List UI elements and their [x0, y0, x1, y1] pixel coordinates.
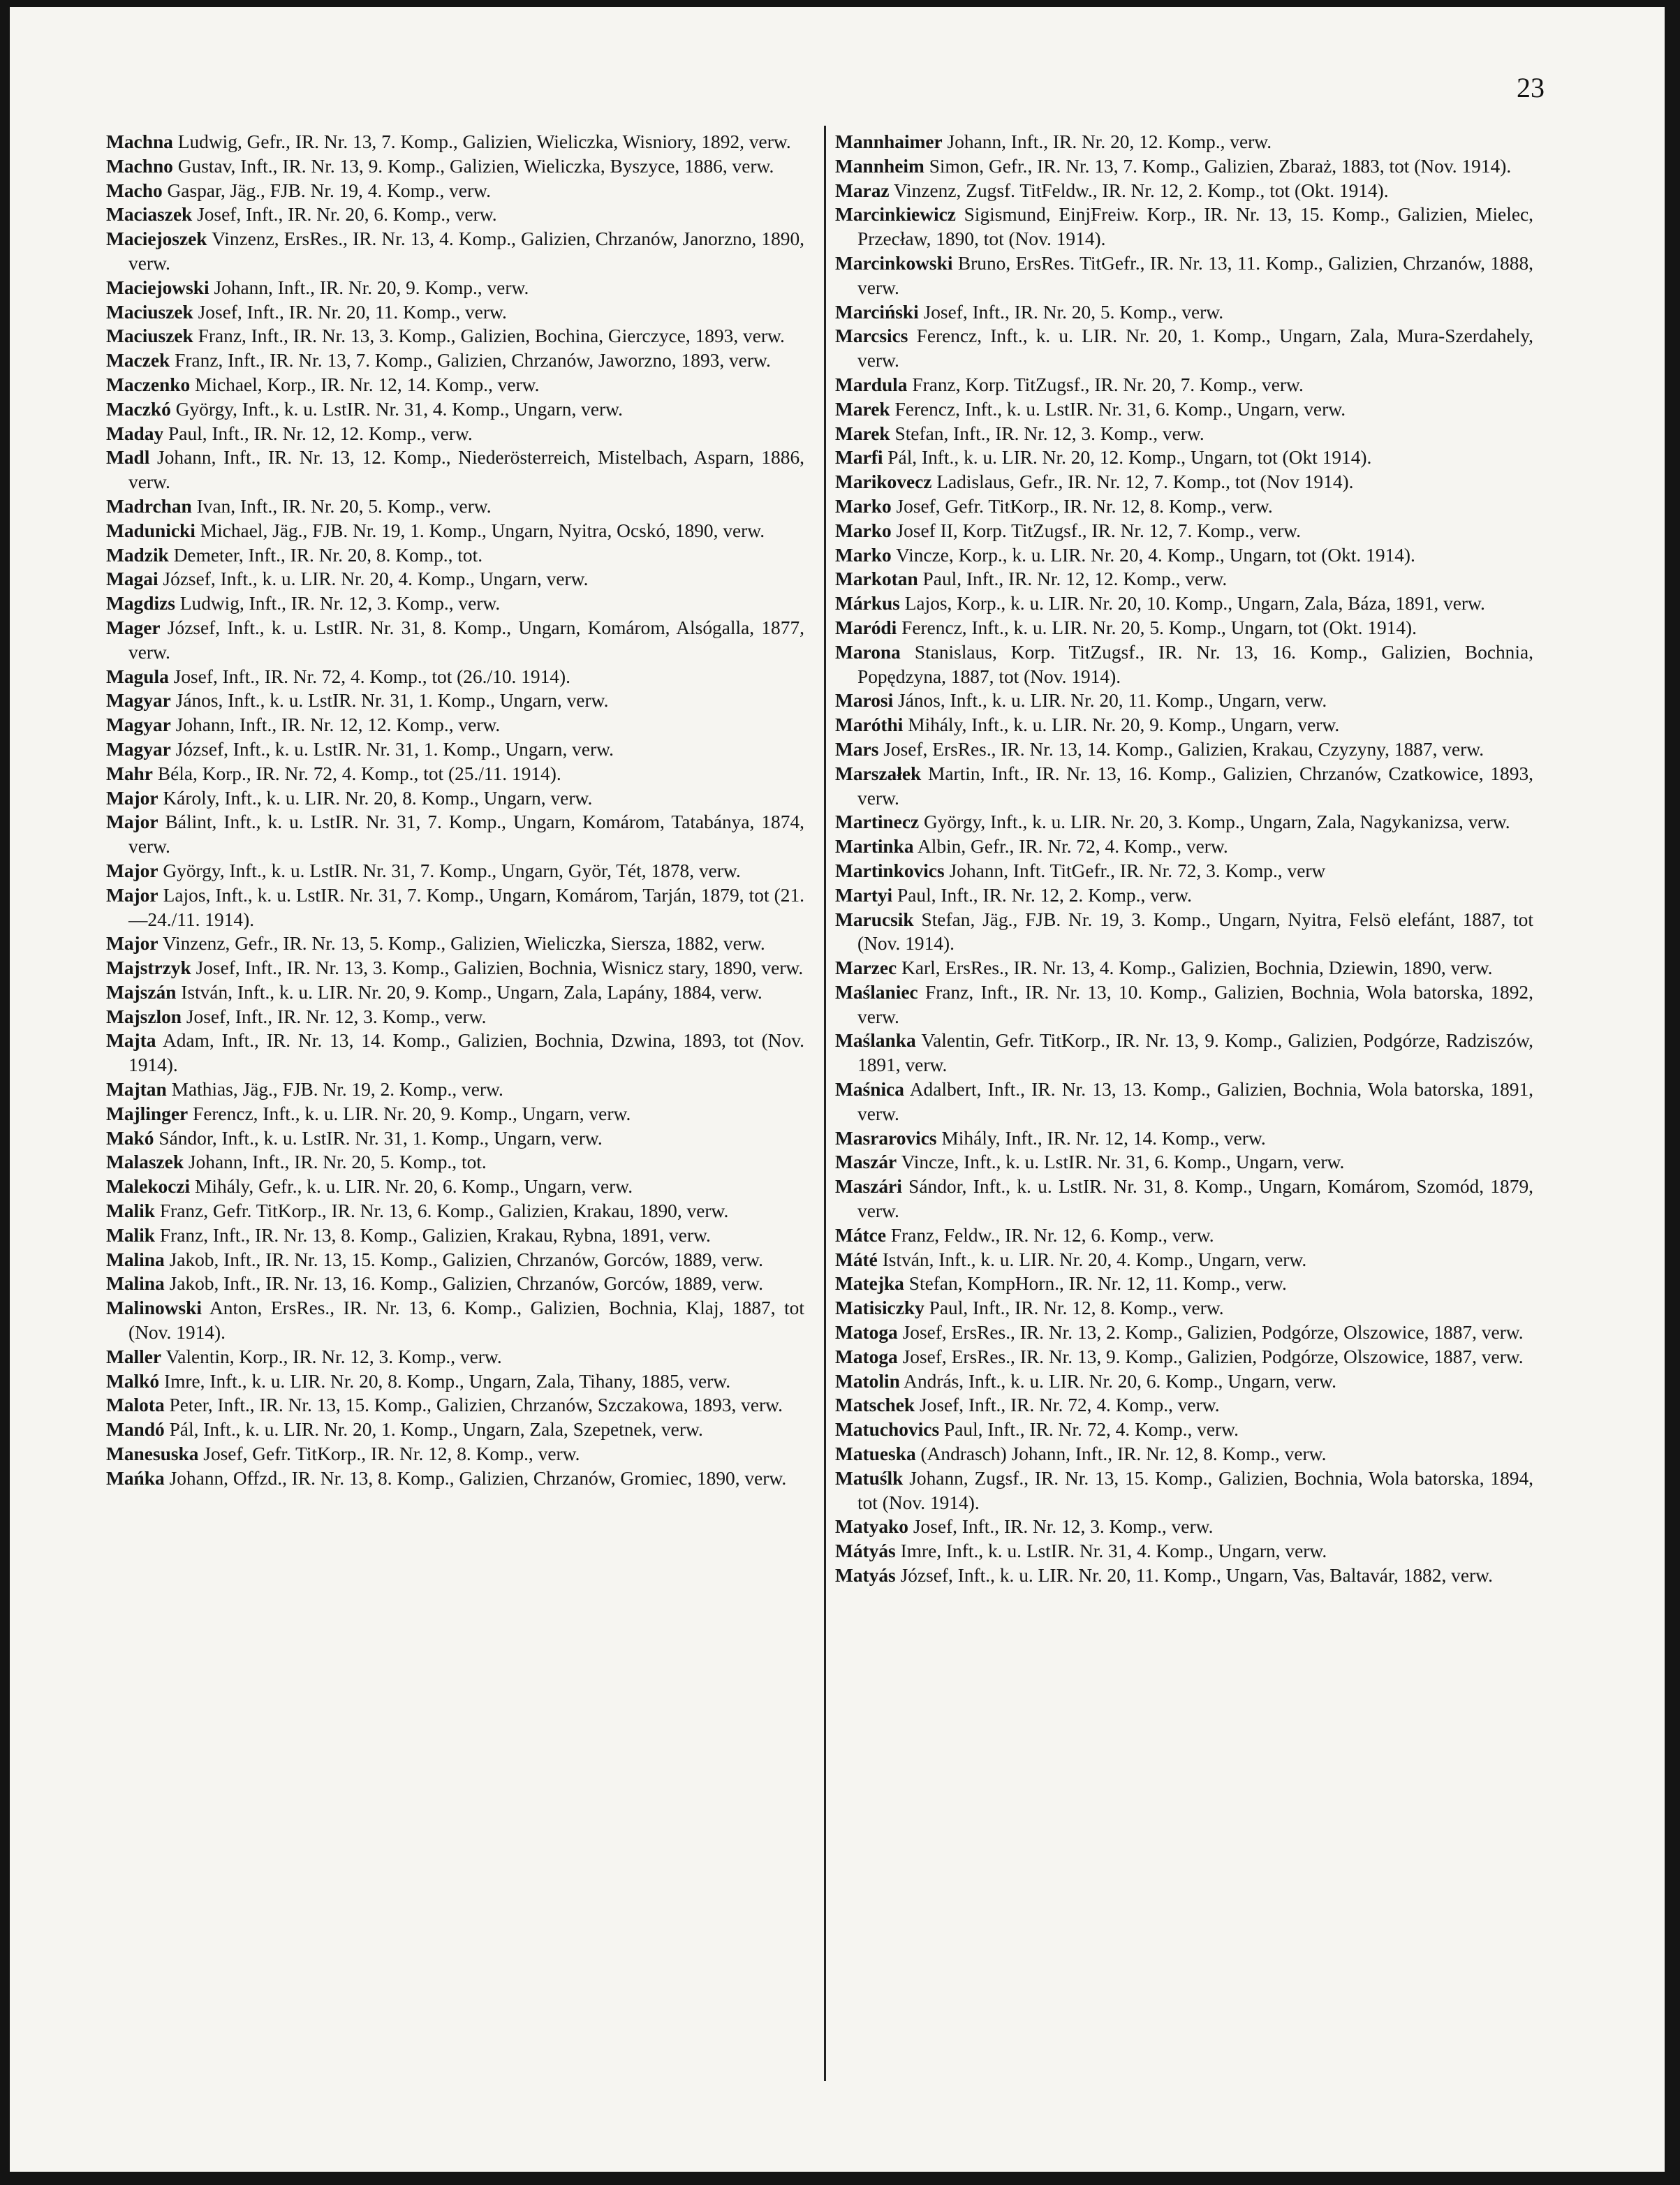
entry-surname: Marko [835, 544, 892, 566]
entry-details: Josef, Inft., IR. Nr. 20, 6. Komp., verw. [197, 204, 497, 226]
entry-details: Vinzenz, ErsRes., IR. Nr. 13, 4. Komp., Galizien, Chrzanów, Janorzno, 1890, verw. [128, 228, 804, 274]
entry-surname: Marosi [835, 690, 894, 712]
entry-surname: Maślanka [835, 1030, 916, 1052]
entry [106, 616, 804, 665]
entry-details: Mihály, Gefr., k. u. LIR. Nr. 20, 6. Komp., Ungarn, verw. [195, 1176, 633, 1198]
entry-surname: Maday [106, 422, 164, 444]
entry-details: Ferencz, Inft., k. u. LIR. Nr. 20, 1. Komp., Ungarn, Zala, Mura-Szerdahely, verw. [857, 325, 1533, 371]
entry-surname: Majszán [106, 981, 177, 1003]
entry-surname: Marcsics [835, 325, 908, 347]
entry [106, 1175, 804, 1199]
entry [835, 130, 1533, 154]
entry-details: Peter, Inft., IR. Nr. 13, 15. Komp., Galizien, Chrzanów, Szczakowa, 1893, verw. [169, 1395, 783, 1416]
entry [106, 1345, 804, 1369]
entry-details: György, Inft., k. u. LstIR. Nr. 31, 7. Komp., Ungarn, Györ, Tét, 1878, verw. [163, 860, 741, 881]
column-divider [824, 126, 826, 2081]
entry [835, 1466, 1533, 1515]
entry [835, 640, 1533, 689]
entry-details: Valentin, Korp., IR. Nr. 12, 3. Komp., verw. [165, 1346, 502, 1367]
entry-surname: Major [106, 884, 159, 906]
entry-details: Michael, Korp., IR. Nr. 12, 14. Komp., verw. [195, 374, 540, 395]
entry-details: Johann, Offzd., IR. Nr. 13, 8. Komp., Galizien, Chrzanów, Gromiec, 1890, verw. [169, 1467, 787, 1489]
entry [106, 1393, 804, 1418]
entry [835, 1296, 1533, 1320]
entry-surname: Majta [106, 1030, 156, 1052]
entry [835, 203, 1533, 251]
entry-details: József, Inft., k. u. LstIR. Nr. 31, 8. Komp., Ungarn, Komárom, Alsógalla, 1877, verw. [128, 617, 804, 663]
entry-details: József, Inft., k. u. LstIR. Nr. 31, 1. Komp., Ungarn, verw. [175, 738, 614, 760]
entry-details: Josef, ErsRes., IR. Nr. 13, 9. Komp., Galizien, Podgórze, Olszowice, 1887, verw. [902, 1346, 1524, 1367]
entry-surname: Marona [835, 641, 901, 663]
entry-surname: Marcinkiewicz [835, 204, 956, 226]
entry-surname: Martinkovics [835, 860, 945, 881]
entry-details: Mathias, Jäg., FJB. Nr. 19, 2. Komp., verw. [171, 1079, 503, 1101]
entry-details: Demeter, Inft., IR. Nr. 20, 8. Komp., tot. [173, 544, 483, 566]
entry-surname: Major [106, 811, 159, 833]
entry [835, 883, 1533, 908]
entry [106, 1199, 804, 1223]
entry-surname: Maródi [835, 617, 897, 638]
entry-details: Franz, Inft., IR. Nr. 13, 8. Komp., Galizien, Krakau, Rybna, 1891, verw. [159, 1224, 711, 1246]
entry [835, 1393, 1533, 1418]
entry-surname: Maciejoszek [106, 228, 207, 250]
entry-details: György, Inft., k. u. LIR. Nr. 20, 3. Komp., Ungarn, Zala, Nagykanizsa, verw. [924, 811, 1510, 833]
entry-surname: Matuślk [835, 1467, 904, 1489]
entry-surname: Madzik [106, 544, 169, 566]
entry [106, 1466, 804, 1491]
entry-details: Stefan, Inft., IR. Nr. 12, 3. Komp., verw. [894, 422, 1204, 444]
entry-details: Vincze, Korp., k. u. LIR. Nr. 20, 4. Komp., Ungarn, tot (Okt. 1914). [896, 544, 1415, 566]
entry-details: Johann, Inft., IR. Nr. 13, 12. Komp., Niederösterreich, Mistelbach, Asparn, 1886, verw. [128, 447, 804, 493]
entry [106, 883, 804, 932]
entry [106, 494, 804, 519]
entry-surname: Mańka [106, 1467, 165, 1489]
entry [106, 980, 804, 1005]
entry [835, 616, 1533, 640]
entry-surname: Marko [835, 495, 892, 517]
entry-surname: Martyi [835, 884, 893, 906]
entry-details: Sándor, Inft., k. u. LstIR. Nr. 31, 8. Komp., Ungarn, Komárom, Szomód, 1879, verw. [857, 1176, 1533, 1222]
entry-surname: Marfi [835, 447, 883, 469]
document-page [10, 7, 1665, 2172]
entry-details: Johann, Inft. TitGefr., IR. Nr. 72, 3. Komp., verw [949, 860, 1326, 881]
entry [835, 1442, 1533, 1466]
entry-details: Franz, Gefr. TitKorp., IR. Nr. 13, 6. Komp., Galizien, Krakau, 1890, verw. [159, 1200, 729, 1222]
entry-details: Paul, Inft., IR. Nr. 12, 12. Komp., verw. [922, 568, 1228, 590]
entry [835, 1175, 1533, 1223]
entry-details: Karl, ErsRes., IR. Nr. 13, 4. Komp., Galizien, Bochnia, Dziewin, 1890, verw. [901, 957, 1493, 979]
entry [835, 324, 1533, 373]
entry-surname: Malekoczi [106, 1176, 191, 1198]
entry-details: János, Inft., k. u. LstIR. Nr. 31, 1. Komp., Ungarn, verw. [175, 690, 609, 712]
entry-details: (Andrasch) Johann, Inft., IR. Nr. 12, 8. Komp., verw. [920, 1443, 1327, 1465]
entry [106, 397, 804, 422]
entry [835, 1320, 1533, 1345]
entry-details: Martin, Inft., IR. Nr. 13, 16. Komp., Galizien, Chrzanów, Czatkowice, 1893, verw. [857, 763, 1533, 809]
entry-surname: Majlinger [106, 1103, 189, 1124]
entry [835, 567, 1533, 591]
entry-surname: Maczenko [106, 374, 191, 395]
entry-surname: Madl [106, 447, 150, 469]
entry-details: Gaspar, Jäg., FJB. Nr. 19, 4. Komp., verw. [167, 179, 491, 201]
entry-surname: Maller [106, 1346, 162, 1367]
entry-surname: Malkó [106, 1370, 160, 1392]
entry [835, 300, 1533, 325]
entry-surname: Mannheim [835, 155, 924, 177]
entry-details: Imre, Inft., k. u. LIR. Nr. 20, 8. Komp., Ungarn, Zala, Tihany, 1885, verw. [163, 1370, 731, 1392]
entry-surname: Maślaniec [835, 981, 918, 1003]
entry-surname: Majtan [106, 1079, 167, 1101]
entry-details: Ivan, Inft., IR. Nr. 20, 5. Komp., verw. [196, 495, 492, 517]
entry-surname: Magdizs [106, 593, 175, 615]
entry [106, 665, 804, 689]
entry [106, 762, 804, 786]
entry-surname: Maciaszek [106, 204, 193, 226]
entry-details: Johann, Inft., IR. Nr. 12, 12. Komp., verw. [175, 714, 501, 736]
entry-surname: Matejka [835, 1273, 904, 1295]
entry [106, 179, 804, 203]
entry [106, 956, 804, 980]
entry [106, 1418, 804, 1442]
entry-surname: Marucsik [835, 908, 914, 930]
entry-surname: Madrchan [106, 495, 192, 517]
entry-details: Pál, Inft., k. u. LIR. Nr. 20, 12. Komp., Ungarn, tot (Okt 1914). [887, 447, 1372, 469]
entry-details: Josef, Inft., IR. Nr. 20, 5. Komp., verw. [923, 301, 1224, 323]
entry-details: Josef, Gefr. TitKorp., IR. Nr. 12, 8. Komp., verw. [896, 495, 1273, 517]
entry-details: Stanislaus, Korp. TitZugsf., IR. Nr. 13, 16. Komp., Galizien, Bochnia, Popędzyna, 1887, tot (Nov. 1914). [857, 641, 1533, 687]
entry-details: Imre, Inft., k. u. LstIR. Nr. 31, 4. Komp., Ungarn, verw. [900, 1540, 1327, 1562]
entry-details: Paul, Inft., IR. Nr. 12, 8. Komp., verw. [929, 1297, 1224, 1319]
entry [106, 543, 804, 568]
entry [835, 494, 1533, 519]
entry-surname: Magula [106, 665, 169, 687]
entry-surname: Marzec [835, 957, 897, 979]
entry-surname: Malinowski [106, 1297, 202, 1319]
entry [106, 1150, 804, 1175]
entry [106, 203, 804, 227]
entry-surname: Macho [106, 179, 163, 201]
entry [835, 446, 1533, 470]
entry-details: Josef, Inft., IR. Nr. 12, 3. Komp., verw. [186, 1006, 487, 1027]
entry [106, 1296, 804, 1345]
entry-details: Johann, Inft., IR. Nr. 20, 12. Komp., verw. [947, 131, 1272, 152]
entry-surname: Martinka [835, 836, 914, 858]
entry-surname: Mátyás [835, 1540, 896, 1562]
entry-details: Bruno, ErsRes. TitGefr., IR. Nr. 13, 11. Komp., Galizien, Chrzanów, 1888, verw. [857, 252, 1533, 298]
entry [106, 446, 804, 494]
entry-details: Gustav, Inft., IR. Nr. 13, 9. Komp., Galizien, Wieliczka, Byszyce, 1886, verw. [177, 155, 774, 177]
entry-surname: Martinecz [835, 811, 920, 833]
entry-details: Valentin, Gefr. TitKorp., IR. Nr. 13, 9. Komp., Galizien, Podgórze, Radziszów, 1891, verw. [857, 1030, 1534, 1076]
entry [106, 1223, 804, 1248]
entry-details: Jakob, Inft., IR. Nr. 13, 16. Komp., Galizien, Chrzanów, Gorców, 1889, verw. [169, 1273, 764, 1295]
entry [106, 859, 804, 883]
entry-surname: Magyar [106, 690, 171, 712]
entry-surname: Mátce [835, 1224, 886, 1246]
entry [835, 1418, 1533, 1442]
entry-surname: Malik [106, 1200, 156, 1222]
entry-surname: Malina [106, 1249, 165, 1270]
entry-surname: Majstrzyk [106, 957, 191, 979]
entry [106, 689, 804, 713]
entry [106, 810, 804, 859]
entry-surname: Maraz [835, 179, 890, 201]
entry [106, 932, 804, 956]
entry-details: Johann, Inft., IR. Nr. 20, 9. Komp., verw. [214, 277, 529, 298]
entry [835, 810, 1533, 834]
entry [106, 591, 804, 616]
entry-surname: Marko [835, 520, 892, 541]
entry-details: Pál, Inft., k. u. LIR. Nr. 20, 1. Komp., Ungarn, Zala, Szepetnek, verw. [169, 1419, 703, 1441]
entry [835, 543, 1533, 568]
entry-surname: Mahr [106, 763, 153, 784]
entry-surname: Marcinkowski [835, 252, 953, 274]
entry-surname: Marek [835, 422, 890, 444]
entry [106, 422, 804, 446]
entry-details: József, Inft., k. u. LIR. Nr. 20, 4. Komp., Ungarn, verw. [163, 568, 589, 590]
entry-details: Lajos, Korp., k. u. LIR. Nr. 20, 10. Komp., Ungarn, Zala, Báza, 1891, verw. [904, 593, 1485, 615]
entry-surname: Majszlon [106, 1006, 182, 1027]
entry-details: Ferencz, Inft., k. u. LIR. Nr. 20, 9. Komp., Ungarn, verw. [193, 1103, 631, 1124]
entry-details: Vinzenz, Gefr., IR. Nr. 13, 5. Komp., Galizien, Wieliczka, Siersza, 1882, verw. [162, 933, 765, 955]
entry [835, 373, 1533, 397]
entry-details: Adam, Inft., IR. Nr. 13, 14. Komp., Galizien, Bochnia, Dzwina, 1893, tot (Nov. 1914). [128, 1030, 805, 1076]
entry [835, 1150, 1533, 1175]
entry [106, 276, 804, 300]
entry-surname: Markotan [835, 568, 918, 590]
entry-surname: Malota [106, 1395, 165, 1416]
entry [835, 422, 1533, 446]
entry-surname: Masrarovics [835, 1127, 937, 1149]
entry-surname: Matoga [835, 1322, 898, 1344]
entry-details: Josef, Inft., IR. Nr. 12, 3. Komp., verw. [913, 1516, 1214, 1538]
entry [835, 397, 1533, 422]
entry [106, 227, 804, 276]
entry-details: Franz, Korp. TitZugsf., IR. Nr. 20, 7. Komp., verw. [912, 374, 1304, 395]
entry-surname: Matoga [835, 1346, 898, 1367]
entry-surname: Maśnica [835, 1079, 904, 1101]
entry-details: Ferencz, Inft., k. u. LIR. Nr. 20, 5. Komp., Ungarn, tot (Okt. 1914). [901, 617, 1417, 638]
entry-surname: Maczek [106, 350, 170, 371]
entry-details: Ferencz, Inft., k. u. LstIR. Nr. 31, 6. Komp., Ungarn, verw. [894, 398, 1346, 420]
entry [106, 786, 804, 811]
entry-surname: Maczkó [106, 398, 171, 420]
entry-details: Ladislaus, Gefr., IR. Nr. 12, 7. Komp., tot (Nov 1914). [936, 471, 1354, 493]
entry [835, 1515, 1533, 1539]
entry-details: Ludwig, Gefr., IR. Nr. 13, 7. Komp., Galizien, Wieliczka, Wisniory, 1892, verw. [177, 131, 791, 152]
left-column [106, 130, 804, 1491]
entry-details: Franz, Feldw., IR. Nr. 12, 6. Komp., verw. [890, 1224, 1214, 1246]
entry-surname: Marikovecz [835, 471, 932, 493]
entry [106, 1005, 804, 1029]
entry [835, 1029, 1533, 1077]
entry-details: Michael, Jäg., FJB. Nr. 19, 1. Komp., Ungarn, Nyitra, Ocskó, 1890, verw. [200, 520, 765, 541]
entry-details: Josef, Inft., IR. Nr. 72, 4. Komp., verw. [919, 1395, 1220, 1416]
entry-details: Josef, Inft., IR. Nr. 13, 3. Komp., Galizien, Bochnia, Wisnicz stary, 1890, verw. [196, 957, 804, 979]
entry-details: Stefan, Jäg., FJB. Nr. 19, 3. Komp., Ungarn, Nyitra, Felsö elefánt, 1887, tot (Nov. 1914). [857, 908, 1533, 955]
entry-details: Bálint, Inft., k. u. LstIR. Nr. 31, 7. Komp., Ungarn, Komárom, Tatabánya, 1874, verw. [128, 811, 804, 858]
entry-details: Josef, ErsRes., IR. Nr. 13, 2. Komp., Galizien, Podgórze, Olszowice, 1887, verw. [902, 1322, 1524, 1344]
entry [106, 1077, 804, 1102]
entry [835, 154, 1533, 179]
entry [835, 859, 1533, 883]
entry-surname: Marszałek [835, 763, 922, 784]
entry-surname: Mandó [106, 1419, 165, 1441]
entry-surname: Mars [835, 738, 879, 760]
entry-details: György, Inft., k. u. LstIR. Nr. 31, 4. Komp., Ungarn, verw. [175, 398, 623, 420]
entry [835, 1564, 1533, 1588]
entry-surname: Maciejowski [106, 277, 209, 298]
entry-details: Josef, ErsRes., IR. Nr. 13, 14. Komp., Galizien, Krakau, Czyzyny, 1887, verw. [883, 738, 1484, 760]
entry-details: Josef, Inft., IR. Nr. 72, 4. Komp., tot (26./10. 1914). [173, 665, 570, 687]
entry [106, 1029, 804, 1077]
entry [835, 980, 1533, 1029]
entry [835, 1369, 1533, 1394]
entry-details: András, Inft., k. u. LIR. Nr. 20, 6. Komp., Ungarn, verw. [904, 1370, 1336, 1392]
entry [106, 1126, 804, 1151]
entry-details: Károly, Inft., k. u. LIR. Nr. 20, 8. Komp., Ungarn, verw. [163, 787, 593, 809]
entry-surname: Matueska [835, 1443, 916, 1465]
entry-surname: Maciuszek [106, 325, 193, 347]
entry-surname: Maszár [835, 1152, 897, 1173]
entry [106, 130, 804, 154]
entry [106, 154, 804, 179]
entry [835, 179, 1533, 203]
entry-surname: Magyar [106, 738, 171, 760]
entry [835, 1539, 1533, 1564]
entry-details: Josef II, Korp. TitZugsf., IR. Nr. 12, 7. Komp., verw. [896, 520, 1301, 541]
entry [106, 1102, 804, 1126]
entry [835, 737, 1533, 762]
entry [835, 1345, 1533, 1369]
entry [106, 1369, 804, 1394]
entry-details: Franz, Inft., IR. Nr. 13, 10. Komp., Galizien, Bochnia, Wola batorska, 1892, verw. [857, 981, 1533, 1027]
entry-details: Josef, Inft., IR. Nr. 20, 11. Komp., verw. [198, 301, 507, 323]
entry-details: Vincze, Inft., k. u. LstIR. Nr. 31, 6. Komp., Ungarn, verw. [901, 1152, 1345, 1173]
entry-details: István, Inft., k. u. LIR. Nr. 20, 4. Komp., Ungarn, verw. [882, 1249, 1307, 1270]
entry [106, 300, 804, 325]
entry-surname: Matisiczky [835, 1297, 924, 1319]
entry-surname: Major [106, 933, 159, 955]
entry-surname: Magai [106, 568, 159, 590]
entry-details: Stefan, KompHorn., IR. Nr. 12, 11. Komp., verw. [908, 1273, 1287, 1295]
entry [835, 762, 1533, 811]
entry-details: Lajos, Inft., k. u. LstIR. Nr. 31, 7. Komp., Ungarn, Komárom, Tarján, 1879, tot (21.—24./11. 1914). [128, 884, 804, 930]
entry [835, 834, 1533, 859]
entry [106, 1272, 804, 1296]
entry-details: Mihály, Inft., k. u. LIR. Nr. 20, 9. Komp., Ungarn, verw. [908, 714, 1340, 736]
entry-details: Jakob, Inft., IR. Nr. 13, 15. Komp., Galizien, Chrzanów, Gorców, 1889, verw. [169, 1249, 764, 1270]
entry-surname: Matyás [835, 1565, 896, 1587]
entry-details: Adalbert, Inft., IR. Nr. 13, 13. Komp., Galizien, Bochnia, Wola batorska, 1891, verw. [857, 1079, 1534, 1124]
entry-details: Paul, Inft., IR. Nr. 12, 12. Komp., verw. [168, 422, 473, 444]
entry-surname: Machna [106, 131, 173, 152]
entry-surname: Madunicki [106, 520, 196, 541]
entry-surname: Mager [106, 617, 161, 638]
entry [835, 1223, 1533, 1248]
entry [835, 251, 1533, 300]
entry-surname: Major [106, 860, 159, 881]
entry-surname: Matyako [835, 1516, 908, 1538]
entry-surname: Matuchovics [835, 1419, 940, 1441]
entry-surname: Márkus [835, 593, 900, 615]
entry [106, 1248, 804, 1272]
entry-surname: Malina [106, 1273, 165, 1295]
entry-surname: Makó [106, 1127, 154, 1149]
entry-surname: Maróthi [835, 714, 904, 736]
entry-details: Albin, Gefr., IR. Nr. 72, 4. Komp., verw. [917, 836, 1228, 858]
entry-details: János, Inft., k. u. LIR. Nr. 20, 11. Komp., Ungarn, verw. [898, 690, 1327, 712]
entry-surname: Maszári [835, 1176, 902, 1198]
entry-details: József, Inft., k. u. LIR. Nr. 20, 11. Komp., Ungarn, Vas, Baltavár, 1882, verw. [900, 1565, 1493, 1587]
entry [106, 348, 804, 373]
entry [835, 1272, 1533, 1296]
page-number: 23 [1517, 72, 1545, 103]
entry-surname: Machno [106, 155, 173, 177]
entry-details: Paul, Inft., IR. Nr. 72, 4. Komp., verw. [943, 1419, 1239, 1441]
entry [106, 567, 804, 591]
entry [106, 373, 804, 397]
entry-surname: Mannhaimer [835, 131, 943, 152]
entry-surname: Marciński [835, 301, 919, 323]
entry-surname: Malik [106, 1224, 156, 1246]
entry-surname: Mardula [835, 374, 908, 395]
entry-details: Sigismund, EinjFreiw. Korp., IR. Nr. 13, 15. Komp., Galizien, Mielec, Przecław, 1890, tot (Nov. 1914). [857, 204, 1533, 250]
entry [835, 1126, 1533, 1151]
entry-surname: Malaszek [106, 1152, 184, 1173]
entry [835, 713, 1533, 737]
entry [835, 470, 1533, 494]
entry-surname: Maciuszek [106, 301, 193, 323]
entry-details: Anton, ErsRes., IR. Nr. 13, 6. Komp., Galizien, Bochnia, Klaj, 1887, tot (Nov. 1914). [128, 1297, 804, 1344]
entry-details: István, Inft., k. u. LIR. Nr. 20, 9. Komp., Ungarn, Zala, Lapány, 1884, verw. [181, 981, 762, 1003]
entry-details: Sándor, Inft., k. u. LstIR. Nr. 31, 1. Komp., Ungarn, verw. [159, 1127, 603, 1149]
entry [106, 519, 804, 543]
entry [835, 956, 1533, 980]
entry-surname: Marek [835, 398, 890, 420]
entry [106, 324, 804, 348]
entry-surname: Máté [835, 1249, 878, 1270]
entry [835, 519, 1533, 543]
entry-details: Johann, Inft., IR. Nr. 20, 5. Komp., tot. [188, 1152, 487, 1173]
entry-details: Franz, Inft., IR. Nr. 13, 3. Komp., Galizien, Bochina, Gierczyce, 1893, verw. [198, 325, 785, 347]
entry-details: Béla, Korp., IR. Nr. 72, 4. Komp., tot (25./11. 1914). [157, 763, 561, 784]
right-column [835, 130, 1533, 1588]
entry-details: Josef, Gefr. TitKorp., IR. Nr. 12, 8. Komp., verw. [203, 1443, 580, 1465]
entry [835, 1077, 1533, 1126]
entry-details: Simon, Gefr., IR. Nr. 13, 7. Komp., Galizien, Zbaraż, 1883, tot (Nov. 1914). [929, 155, 1512, 177]
entry [106, 713, 804, 737]
entry [106, 1442, 804, 1466]
entry-details: Mihály, Inft., IR. Nr. 12, 14. Komp., verw. [941, 1127, 1266, 1149]
entry-surname: Magyar [106, 714, 171, 736]
entry-details: Franz, Inft., IR. Nr. 13, 7. Komp., Galizien, Chrzanów, Jaworzno, 1893, verw. [175, 350, 771, 371]
entry [106, 737, 804, 762]
entry-surname: Matolin [835, 1370, 900, 1392]
entry-details: Johann, Zugsf., IR. Nr. 13, 15. Komp., Galizien, Bochnia, Wola batorska, 1894, tot (Nov. 1914). [857, 1467, 1534, 1513]
entry-surname: Matschek [835, 1395, 915, 1416]
entry-surname: Manesuska [106, 1443, 199, 1465]
entry-details: Paul, Inft., IR. Nr. 12, 2. Komp., verw. [897, 884, 1192, 906]
entry [835, 1248, 1533, 1272]
entry-surname: Major [106, 787, 159, 809]
entry [835, 908, 1533, 957]
entry-details: Ludwig, Inft., IR. Nr. 12, 3. Komp., verw. [179, 593, 501, 615]
entry-details: Vinzenz, Zugsf. TitFeldw., IR. Nr. 12, 2. Komp., tot (Okt. 1914). [893, 179, 1389, 201]
entry [835, 591, 1533, 616]
entry [835, 689, 1533, 713]
